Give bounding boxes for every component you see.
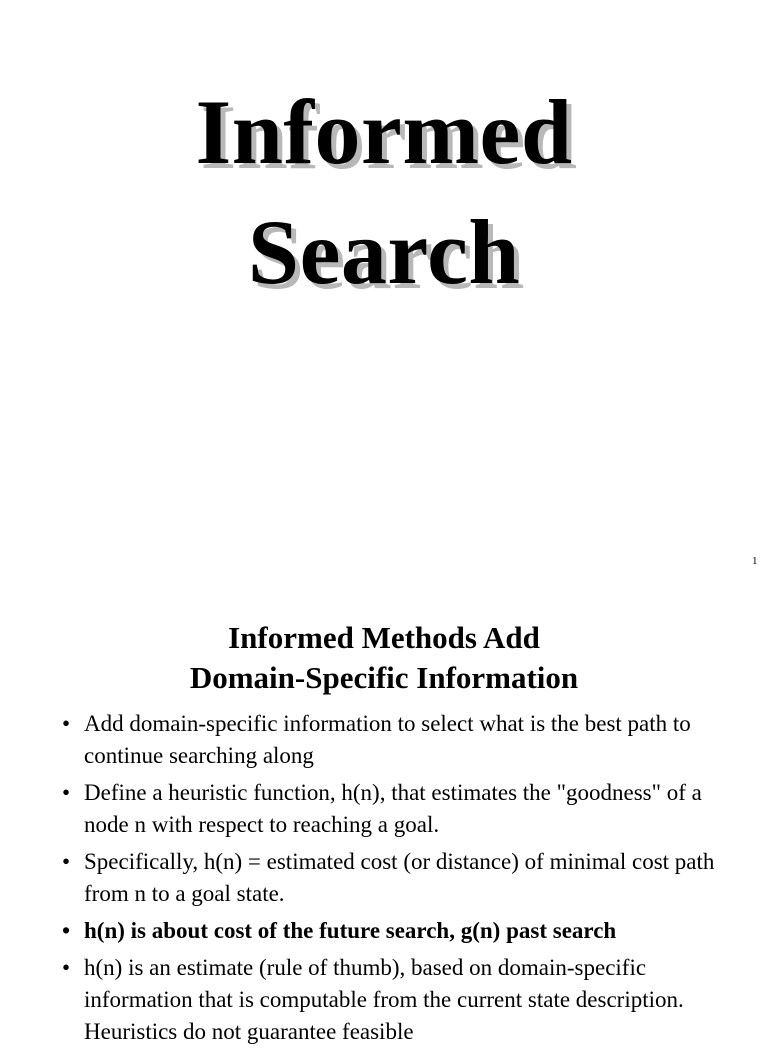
bullet-item-emphasis: [62, 915, 722, 947]
bullet-text: Define a heuristic function, h(n), that estimates the "goodness" of a node n with respect to reaching a goal.: [84, 780, 702, 837]
slide-2: [0, 580, 768, 1044]
bullet-text: Specifically, h(n) = estimated cost (or distance) of minimal cost path from n to a goal state.: [84, 849, 715, 906]
bullet-item: [62, 952, 722, 1048]
slide-title: [0, 72, 768, 312]
bullet-icon: •: [62, 955, 71, 980]
bullet-icon: •: [62, 711, 71, 736]
bullet-item: [62, 777, 722, 841]
page-number: 1: [752, 555, 758, 567]
bullet-icon: •: [62, 780, 71, 805]
slide-heading-line-1: Informed Methods Add: [228, 620, 540, 655]
bullet-icon: •: [62, 918, 71, 943]
bullet-item: [62, 846, 722, 910]
slide-title-line-2: Search: [247, 201, 521, 303]
slide-heading: [0, 618, 768, 698]
bullet-icon: •: [62, 849, 71, 874]
bullet-text: h(n) is about cost of the future search, g(n) past search: [84, 918, 617, 943]
bullet-item: [62, 708, 722, 772]
slide-heading-line-2: Domain-Specific Information: [189, 660, 579, 695]
slide-title-line-1: Informed: [195, 81, 573, 183]
bullet-list: [62, 708, 722, 1053]
bullet-text: Add domain-specific information to select what is the best path to continue searching along: [84, 711, 691, 768]
bullet-text: h(n) is an estimate (rule of thumb), based on domain-specific information that is computable from the current state description. Heuristics do not guarantee feasible: [84, 955, 684, 1044]
